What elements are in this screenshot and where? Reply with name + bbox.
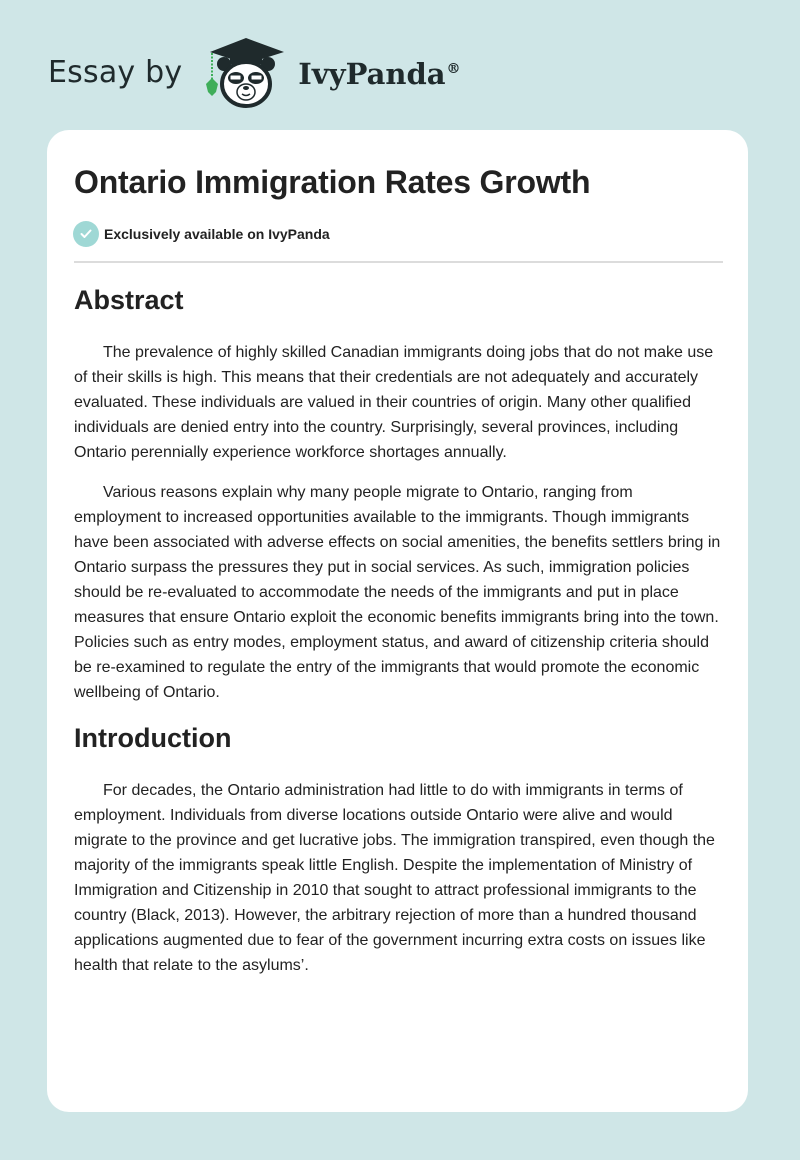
exclusive-badge-text: Exclusively available on IvyPanda (104, 226, 330, 242)
site-header-brand[interactable] (48, 34, 461, 110)
brand-name: IvyPanda® (298, 57, 461, 91)
essay-card (47, 130, 748, 1112)
essay-body (74, 282, 724, 993)
panda-logo-icon (200, 34, 292, 110)
introduction-paragraph-1: For decades, the Ontario administration had little to do with immigrants in terms of employment. Individuals from diverse locations outside Ontario were alive and would migrate to the province and get lucrative jobs. The immigration transpired, even though the majority of the immigrants speak little English. Despite the implementation of Ministry of Immigration and Citizenship in 2010 that sought to attract professional immigrants to the country (Black, 2013). However, the arbitrary rejection of more than a hundred thousand applications augmented due to fear of the government incurring extra costs on issues like health that relate to the asylums’. (74, 782, 715, 974)
page-title: Ontario Immigration Rates Growth (74, 164, 591, 200)
abstract-paragraph-1: The prevalence of highly skilled Canadian immigrants doing jobs that do not make use of their skills is high. This means that their credentials are not adequately and accurately evaluated. These individuals are valued in their countries of origin. Many other qualified individuals are denied entry into the country. Surprisingly, several provinces, including Ontario perennially experience workforce shortages annually. (74, 344, 714, 461)
title-divider (74, 261, 723, 263)
check-circle-icon (73, 221, 99, 247)
brand-prefix: Essay by (48, 54, 183, 90)
exclusive-badge (73, 221, 330, 247)
abstract-paragraph-2: Various reasons explain why many people migrate to Ontario, ranging from employment to increased opportunities available to the immigrants. Though immigrants have been associated with adverse effects on social amenities, the benefits settlers bring in Ontario surpass the pressures they put in social services. As such, immigration policies should be re-evaluated to accommodate the needs of the immigrants and put in place measures that ensure Ontario exploit the economic benefits immigrants bring into the town. Policies such as entry modes, employment status, and award of citizenship criteria should be re-examined to regulate the entry of the immigrants that would promote the economic wellbeing of Ontario. (74, 484, 721, 701)
section-heading-abstract: Abstract (74, 285, 184, 315)
section-heading-introduction: Introduction (74, 723, 232, 753)
